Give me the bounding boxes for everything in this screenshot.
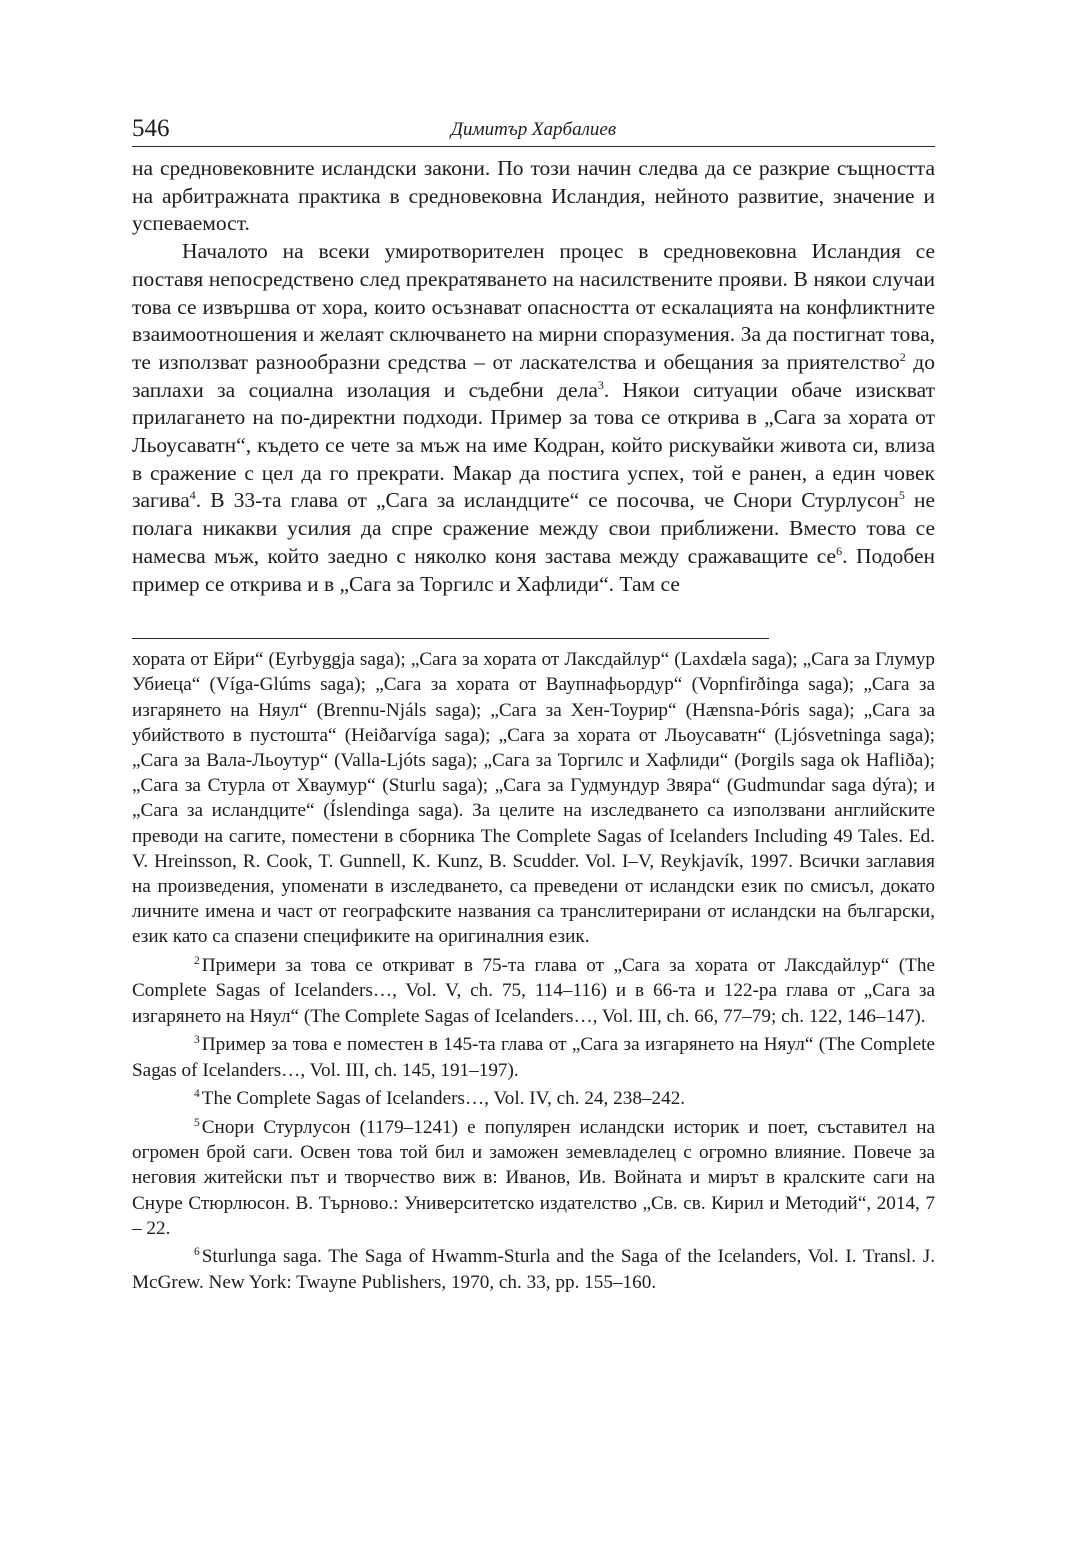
footnote-6: [132, 1244, 935, 1294]
footnote-continued: хората от Ейри“ (Eyrbyggja saga); „Сага за хората от Лаксдайлур“ (Laxdæla saga); „Сага за Глумур Убиеца“ (Víga-Glúms saga); „Сага за хората от Ваупнафьордур“ (Vopnfirðinga saga); „Сага за изгарянето на Няул“ (Brennu-Njáls saga); „Сага за Хен-Тоурир“ (Hænsna-Þóris saga); „Сага за убийството в пустошта“ (Heiðarvíga saga); „Сага за хората от Льоусаватн“ (Ljósvetninga saga); „Сага за Вала-Льоутур“ (Valla-Ljóts saga); „Сага за Торгилс и Хафлиди“ (Þorgils saga ok Hafliða); „Сага за Стурла от Хваумур“ (Sturlu saga); „Сага за Гудмундур Звяра“ (Gudmundar saga dýra); и „Сага за исландците“ (Íslendinga saga). За целите на изследването са използвани английските преводи на сагите, поместени в сборника The Complete Sagas of Icelanders Including 49 Tales. Ed. V. Hreinsson, R. Cook, T. Gunnell, K. Kunz, B. Scudder. Vol. I–V, Reykjavík, 1997. Всички заглавия на произведения, упоменати в изследването, са преведени от исландски език по смисъл, докато личните имена и част от географските названия са транслитерирани от исландски на български, език като са спазени спецификите на оригиналния език.: [132, 649, 935, 948]
text-segment: . Подобен пример се открива и в „Сага за Торгилс и Хафлиди“. Там се: [132, 543, 935, 596]
text-segment: не полага никакви усилия да спре сражение между свои приближени. Вместо това се намесва мъж, който заедно с няколко коня застава между сражаващите се: [132, 488, 935, 568]
main-text: [132, 155, 935, 598]
text-segment: Началото на всеки умиротворителен процес в средновековна Исландия се поставя непосредствено след прекратяването на насилствените прояви. В някои случаи това се извършва от хора, които осъзнават опасността от ескалацията на конфликтните взаимоотношения и желаят сключването на мирни споразумения. За да постигнат това, те използват разнообразни средства – от ласкателства и обещания за приятелство: [132, 239, 935, 374]
footnote-mark: 6: [194, 1246, 200, 1259]
footnote-mark: 3: [194, 1033, 200, 1046]
paragraph-continued: на средновековните исландски закони. По този начин следва да се разкрие същността на арбитражната практика в средновековна Исландия, нейното развитие, значение и успеваемост.: [132, 156, 935, 236]
footnotes-section: [132, 647, 935, 1295]
book-page: [132, 112, 935, 1298]
footnote-text: Примери за това се откриват в 75-та глава от „Сага за хората от Лаксдайлур“ (The Complete Sagas of Icelanders…, Vol. V, ch. 75, 114–116) и в 66-та и 122-ра глава от „Сага за изгарянето на Няул“ (The Complete Sagas of Icelanders…, Vol. III, ch. 66, 77–79; ch. 122, 146–147).: [132, 955, 935, 1027]
text-segment: . В 33-та глава от „Сага за исландците“ се посочва, че Снори Стурлусон: [195, 488, 899, 513]
footnote-mark: 5: [194, 1116, 200, 1129]
footnote-text: The Complete Sagas of Icelanders…, Vol. IV, ch. 24, 238–242.: [201, 1088, 686, 1110]
running-header: [132, 112, 935, 147]
footnote-ref-6[interactable]: 6: [836, 543, 843, 558]
text-segment: до заплахи за социална изолация и съдебни дела: [132, 349, 935, 402]
footnote-5: [132, 1115, 935, 1241]
footnote-text: Пример за това е поместен в 145-та глава от „Сага за изгарянето на Няул“ (The Complete Sagas of Icelanders…, Vol. III, ch. 145, 191–197).: [132, 1034, 935, 1081]
footnote-4: [132, 1086, 935, 1111]
footnote-2: [132, 953, 935, 1029]
footnote-ref-2[interactable]: 2: [899, 349, 906, 364]
footnote-mark: 4: [194, 1087, 200, 1100]
footnote-text: Sturlunga saga. The Saga of Hwamm-Sturla and the Saga of the Icelanders, Vol. I. Transl. J. McGrew. New York: Twayne Publishers, 1970, ch. 33, pp. 155–160.: [132, 1246, 935, 1293]
paragraph-peacemaking: [132, 238, 935, 598]
footnote-ref-5[interactable]: 5: [898, 488, 905, 503]
footnote-ref-3[interactable]: 3: [597, 377, 604, 392]
running-title-author: Димитър Харбалиев: [450, 119, 617, 140]
text-segment: . Някои ситуации обаче изискват прилагането на по-директни подходи. Пример за това се открива в „Сага за хората от Льоусаватн“, където се чете за мъж на име Кодран, който рискувайки живота си, влиза в сражение с цел да го прекрати. Макар да постига успех, той е ранен, а един човек загива: [132, 377, 936, 513]
footnote-separator: [132, 638, 769, 639]
footnote-text: Снори Стурлусон (1179–1241) е популярен исландски историк и поет, съставител на огромен брой саги. Освен това той бил и заможен земевладелец с огромно влияние. Повече за неговия житейски път и творчество виж в: Иванов, Ив. Войната и мирът в кралските саги на Снуре Стюрлюсон. В. Търново.: Университетско издателство „Св. св. Кирил и Методий“, 2014, 7 – 22.: [132, 1116, 935, 1239]
page-number: 546: [132, 115, 170, 142]
footnote-mark: 2: [194, 954, 200, 967]
footnote-ref-4[interactable]: 4: [189, 488, 196, 503]
footnote-3: [132, 1032, 935, 1082]
